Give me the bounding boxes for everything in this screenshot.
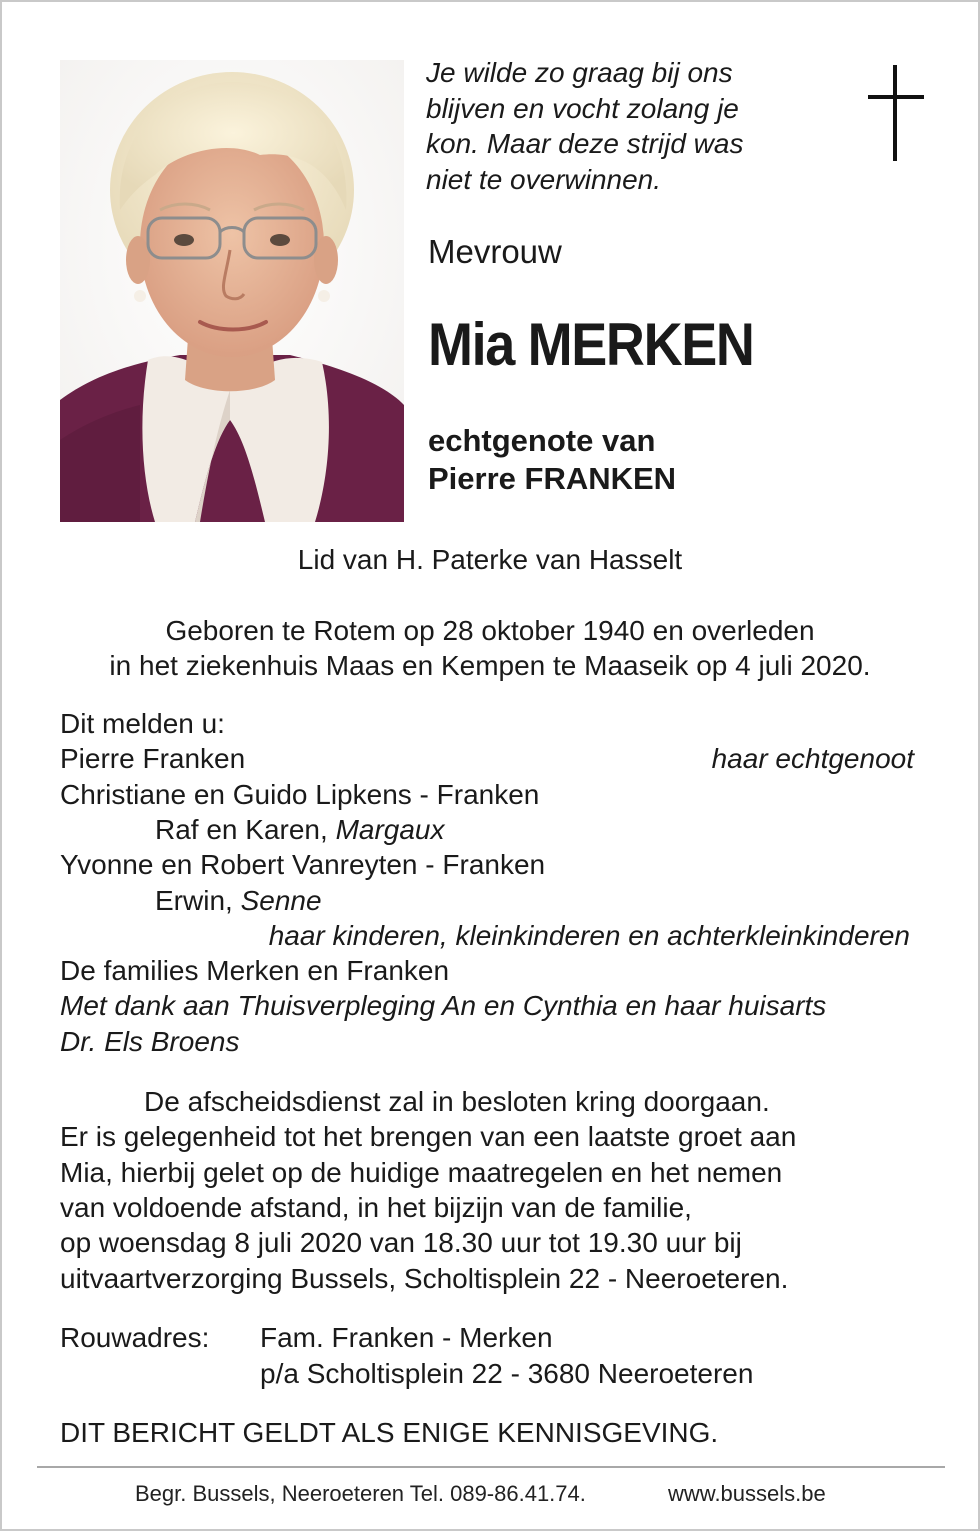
service-line: Mia, hierbij gelet op de huidige maatregelen en het nemen	[60, 1157, 783, 1188]
spouse-block	[428, 422, 676, 498]
announcer-child: Yvonne en Robert Vanreyten - Franken	[60, 849, 546, 880]
cross-icon	[868, 65, 924, 161]
membership-line: Lid van H. Paterke van Hasselt	[297, 544, 683, 575]
families-line: De families Merken en Franken	[60, 955, 450, 986]
address-line: Fam. Franken - Merken	[260, 1322, 553, 1353]
announcer-spouse-relation: haar echtgenoot	[711, 743, 914, 774]
announcer-grandchildren	[155, 883, 322, 919]
website-link[interactable]: www.bussels.be	[668, 1481, 826, 1506]
portrait-photo	[60, 60, 404, 522]
service-line: op woensdag 8 juli 2020 van 18.30 uur tot 19.30 uur bij	[60, 1227, 742, 1258]
announcers-intro: Dit melden u:	[60, 708, 225, 739]
quote-line: blijven en vocht zolang je	[426, 92, 739, 124]
announcer-grandchildren	[155, 812, 445, 848]
notice-line: DIT BERICHT GELDT ALS ENIGE KENNISGEVING.	[60, 1417, 719, 1448]
deceased-name: Mia MERKEN	[428, 311, 754, 378]
quote-line: niet te overwinnen.	[426, 163, 662, 195]
service-line: van voldoende afstand, in het bijzijn van de familie,	[60, 1192, 692, 1223]
announcer-child: Christiane en Guido Lipkens - Franken	[60, 779, 540, 810]
thanks-line: Met dank aan Thuisverpleging An en Cynthia en haar huisarts	[60, 990, 827, 1021]
great-grandchildren-names: Senne	[240, 885, 322, 916]
footer-divider	[37, 1466, 945, 1468]
announcer-spouse: Pierre Franken	[60, 743, 246, 774]
quote-line: kon. Maar deze strijd was	[426, 128, 744, 159]
undertaker-info: Begr. Bussels, Neeroeteren Tel. 089-86.41.74.	[135, 1481, 586, 1506]
service-line: De afscheidsdienst zal in besloten kring doorgaan.	[144, 1086, 770, 1117]
spouse-name: Pierre FRANKEN	[428, 461, 677, 496]
honorific: Mevrouw	[428, 233, 562, 270]
thanks-line: Dr. Els Broens	[60, 1026, 240, 1057]
spouse-relation: echtgenote van	[428, 423, 656, 458]
grandchildren-names: Erwin,	[155, 885, 233, 916]
birth-death-line: Geboren te Rotem op 28 oktober 1940 en overleden	[165, 615, 815, 646]
address-line: p/a Scholtisplein 22 - 3680 Neeroeteren	[260, 1358, 754, 1389]
great-grandchildren-names: Margaux	[335, 814, 445, 845]
grandchildren-names: Raf en Karen,	[155, 814, 328, 845]
service-line: uitvaartverzorging Bussels, Scholtisplein 22 - Neeroeteren.	[60, 1263, 789, 1294]
quote-line: Je wilde zo graag bij ons	[426, 57, 733, 88]
address-label: Rouwadres:	[60, 1322, 210, 1353]
memorial-quote	[426, 55, 743, 197]
children-relation: haar kinderen, kleinkinderen en achterkleinkinderen	[268, 920, 910, 951]
service-line: Er is gelegenheid tot het brengen van een laatste groet aan	[60, 1121, 797, 1152]
birth-death-line: in het ziekenhuis Maas en Kempen te Maaseik op 4 juli 2020.	[109, 650, 871, 681]
